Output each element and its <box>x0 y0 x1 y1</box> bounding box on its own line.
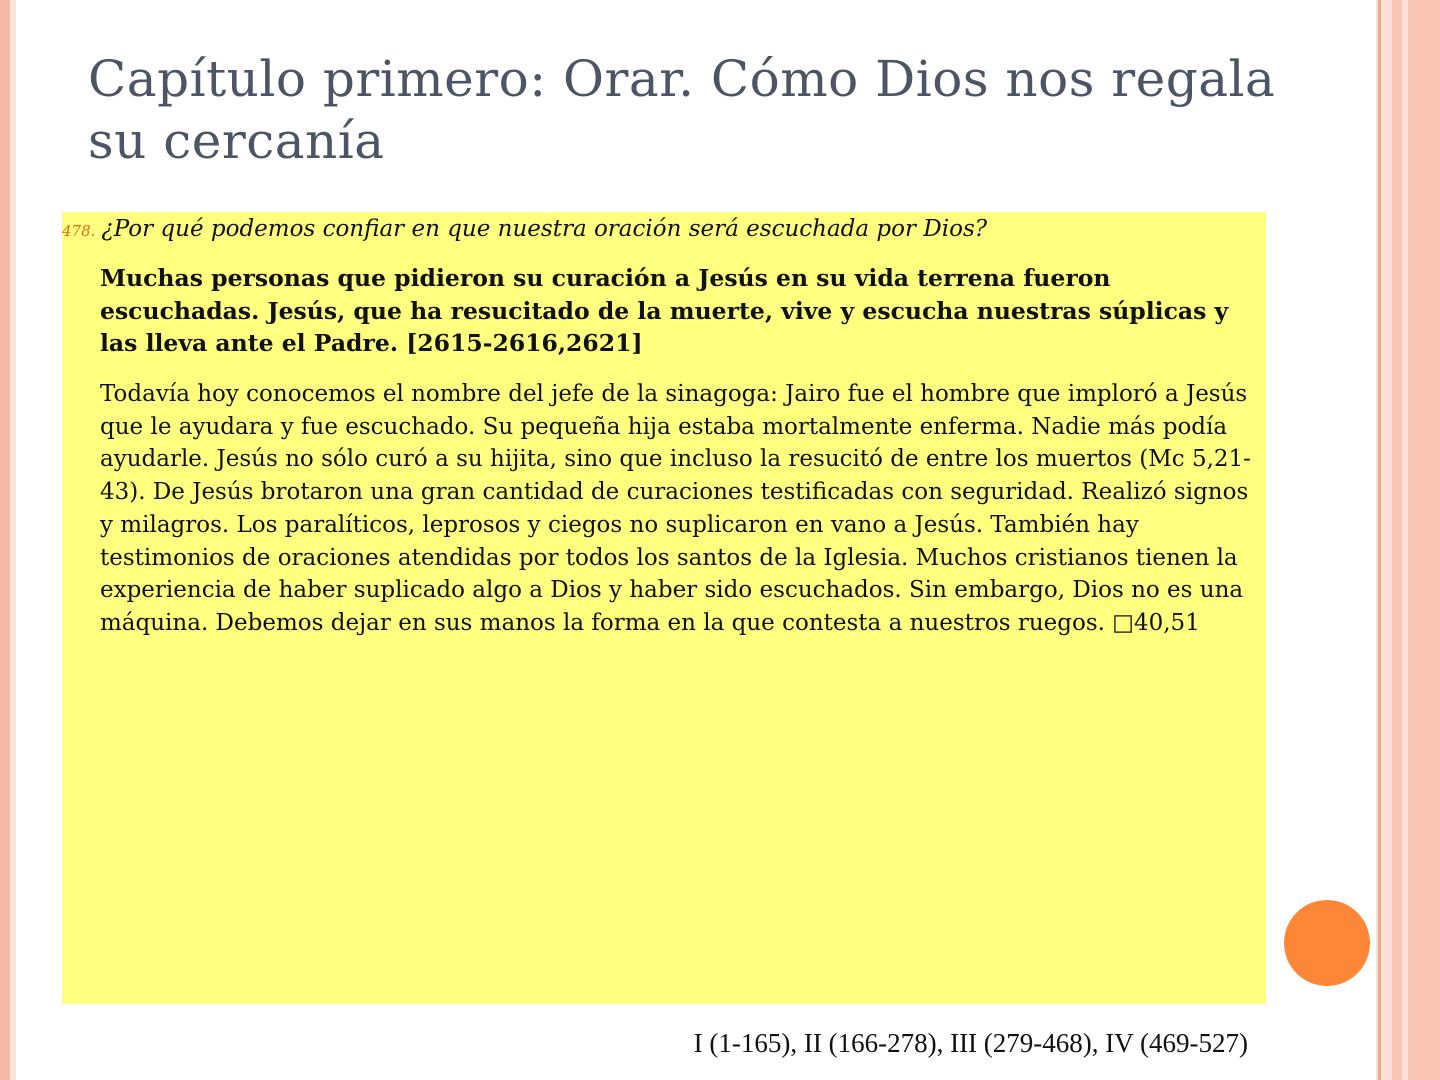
right-border-line <box>1392 0 1402 1080</box>
section-index-footer: I (1-165), II (166-278), III (279-468), IV (469-527) <box>693 1028 1248 1058</box>
answer-summary: Muchas personas que pidieron su curación a Jesús en su vida terrena fueron escuchadas. Jesús, que ha resucitado de la muerte, vive y escucha nuestras súplicas y las lleva ante el Padre. [2615-2616,2621] <box>100 264 1229 357</box>
question-text: ¿Por qué podemos confiar en que nuestra oración será escuchada por Dios? <box>101 216 988 242</box>
decorative-circle <box>1284 900 1370 986</box>
question-number: 478. <box>62 222 96 240</box>
answer-explanation: Todavía hoy conocemos el nombre del jefe de la sinagoga: Jairo fue el hombre que imploró a Jesús que le ayudara y fue escuchado. Su pequeña hija estaba mortalmente enferma. Nadie más podía ayudarle. Jesús no sólo curó a su hijita, sino que incluso la resucitó de entre los muertos (Mc 5,21-43). De Jesús brotaron una gran cantidad de curaciones testificadas con seguridad. Realizó signos y milagros. Los paralíticos, leprosos y ciegos no suplicaron en vano a Jesús. También hay testimonios de oraciones atendidas por todos los santos de la Iglesia. Muchos cristianos tienen la experiencia de haber suplicado algo a Dios y haber sido escuchados. Sin embargo, Dios no es una máquina. Debemos dejar en sus manos la forma en la que contesta a nuestros ruegos. □40,51 <box>100 381 1251 636</box>
left-border-stripe <box>0 0 10 1080</box>
right-border-line <box>1378 0 1381 1080</box>
right-border-line <box>1408 0 1440 1080</box>
slide-title: Capítulo primero: Orar. Cómo Dios nos regala su cercanía <box>88 50 1276 170</box>
left-border-inner-stripe <box>10 0 16 1080</box>
question-row <box>62 216 1266 242</box>
highlighted-text-box <box>62 212 1266 1004</box>
